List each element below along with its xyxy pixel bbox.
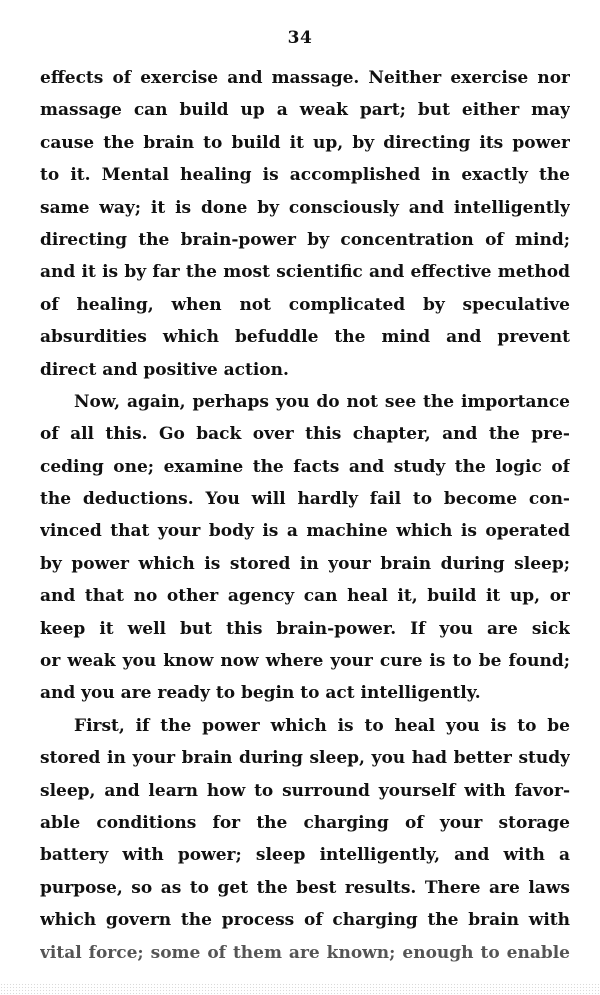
text-line: battery with power; sleep intelligently, and with a bbox=[40, 845, 570, 866]
text-line: which govern the process of charging the brain with bbox=[40, 910, 570, 931]
text-line: vital force; some of them are known; enough to enable bbox=[40, 942, 570, 963]
text-line: able conditions for the charging of your storage bbox=[40, 812, 570, 833]
text-line: same way; it is done by consciously and intelligently bbox=[40, 197, 570, 218]
body-text bbox=[40, 62, 570, 969]
text-line: keep it well but this brain-power. If you are sick bbox=[40, 618, 570, 639]
scan-speckle bbox=[0, 983, 600, 995]
text-line: to it. Mental healing is accomplished in exactly the bbox=[40, 165, 570, 186]
text-line: of all this. Go back over this chapter, and the pre- bbox=[40, 424, 570, 445]
text-line: ceding one; examine the facts and study the logic of bbox=[40, 456, 570, 477]
text-line: Now, again, perhaps you do not see the importance bbox=[74, 391, 570, 412]
text-line: directing the brain-power by concentration of mind; bbox=[40, 229, 570, 250]
text-line: and that no other agency can heal it, build it up, or bbox=[40, 586, 570, 607]
text-line: or weak you know now where your cure is to be found; bbox=[40, 651, 570, 672]
text-line: stored in your brain during sleep, you had better study bbox=[40, 748, 570, 769]
text-line: and you are ready to begin to act intelligently. bbox=[40, 683, 481, 704]
text-line: sleep, and learn how to surround yourself with favor- bbox=[40, 780, 570, 801]
text-line: massage can build up a weak part; but either may bbox=[40, 100, 570, 121]
text-line: vinced that your body is a machine which is operated bbox=[40, 521, 570, 542]
text-line: absurdities which befuddle the mind and prevent bbox=[40, 327, 570, 348]
text-line: First, if the power which is to heal you is to be bbox=[74, 715, 570, 736]
text-line: the deductions. You will hardly fail to become con- bbox=[40, 489, 570, 510]
page-number: 34 bbox=[287, 28, 313, 48]
text-line: purpose, so as to get the best results. There are laws bbox=[40, 877, 570, 898]
text-line: effects of exercise and massage. Neither exercise nor bbox=[40, 68, 570, 88]
text-line: direct and positive action. bbox=[40, 359, 289, 380]
text-line: cause the brain to build it up, by directing its power bbox=[40, 132, 570, 153]
text-line: by power which is stored in your brain during sleep; bbox=[40, 553, 570, 574]
text-line: of healing, when not complicated by speculative bbox=[40, 294, 570, 315]
text-line: and it is by far the most scientific and effective method bbox=[40, 262, 570, 283]
